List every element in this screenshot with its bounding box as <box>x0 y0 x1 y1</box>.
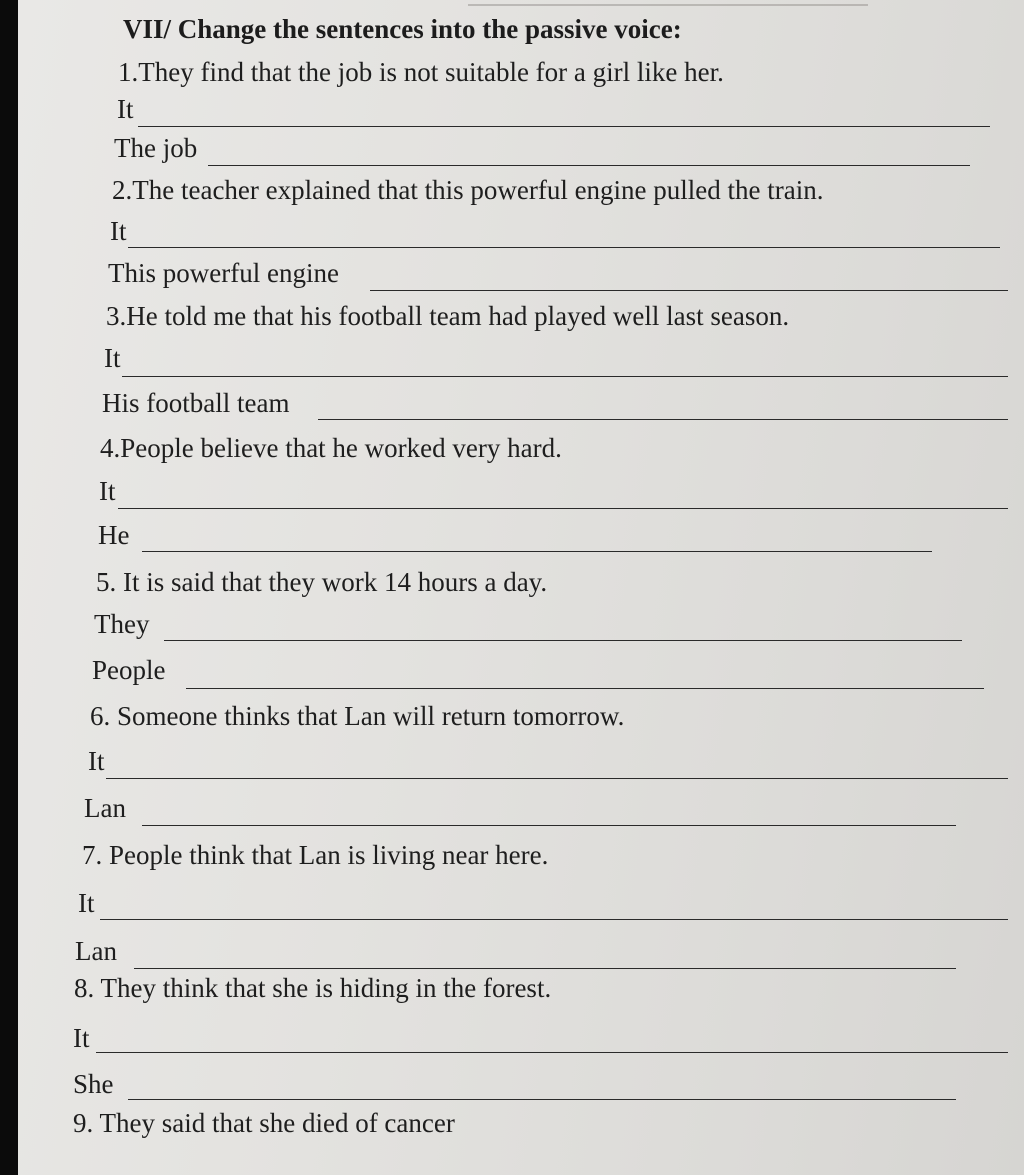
answer-line[interactable] <box>78 888 1018 924</box>
question-text: 4.People believe that he worked very hard. <box>100 433 562 463</box>
answer-line[interactable] <box>117 94 1018 130</box>
answer-line[interactable] <box>73 1023 1018 1059</box>
answer-prompt: It <box>110 216 127 246</box>
answer-prompt: People <box>92 655 166 685</box>
answer-prompt: It <box>88 746 105 776</box>
question-sentence <box>118 57 1018 93</box>
blank-underline[interactable] <box>186 688 984 689</box>
question-text: 6. Someone thinks that Lan will return tomorrow. <box>90 701 625 731</box>
answer-line[interactable] <box>75 936 1018 972</box>
blank-underline[interactable] <box>100 919 1008 920</box>
answer-line[interactable] <box>88 746 1018 782</box>
answer-line[interactable] <box>104 343 1018 379</box>
answer-prompt: He <box>98 520 130 550</box>
blank-underline[interactable] <box>142 825 956 826</box>
question-sentence <box>73 1108 1018 1144</box>
answer-prompt: She <box>73 1069 114 1099</box>
blank-underline[interactable] <box>122 376 1008 377</box>
answer-prompt: It <box>104 343 121 373</box>
answer-prompt: It <box>78 888 95 918</box>
exercise-heading: VII/ Change the sentences into the passive voice: <box>123 14 682 44</box>
blank-underline[interactable] <box>138 126 990 127</box>
answer-line[interactable] <box>98 520 1018 556</box>
blank-underline[interactable] <box>370 290 1008 291</box>
answer-line[interactable] <box>99 476 1018 512</box>
question-text: 3.He told me that his football team had played well last season. <box>106 301 790 331</box>
answer-prompt: Lan <box>84 793 126 823</box>
answer-line[interactable] <box>94 609 1018 645</box>
question-text: 5. It is said that they work 14 hours a day. <box>96 567 548 597</box>
answer-prompt: His football team <box>102 388 290 418</box>
blank-underline[interactable] <box>142 551 932 552</box>
top-edge-text-remnant <box>468 0 868 6</box>
blank-underline[interactable] <box>164 640 962 641</box>
answer-line[interactable] <box>73 1069 1018 1105</box>
blank-underline[interactable] <box>118 508 1008 509</box>
answer-prompt: The job <box>114 133 198 163</box>
blank-underline[interactable] <box>318 419 1008 420</box>
question-text: 9. They said that she died of cancer <box>73 1108 455 1138</box>
question-sentence <box>82 840 1018 876</box>
question-text: 8. They think that she is hiding in the forest. <box>74 973 552 1003</box>
blank-underline[interactable] <box>208 165 970 166</box>
question-sentence <box>96 567 1018 603</box>
answer-line[interactable] <box>110 216 1018 252</box>
answer-prompt: It <box>99 476 116 506</box>
question-sentence <box>106 301 1018 337</box>
blank-underline[interactable] <box>96 1052 1008 1053</box>
answer-prompt: It <box>117 94 134 124</box>
question-sentence <box>90 701 1018 737</box>
question-text: 7. People think that Lan is living near here. <box>82 840 549 870</box>
answer-prompt: They <box>94 609 150 639</box>
question-text: 1.They find that the job is not suitable for a girl like her. <box>118 57 724 87</box>
answer-prompt: It <box>73 1023 90 1053</box>
question-sentence <box>100 433 1018 469</box>
blank-underline[interactable] <box>106 778 1008 779</box>
answer-line[interactable] <box>108 258 1018 294</box>
answer-prompt: This powerful engine <box>108 258 339 288</box>
answer-line[interactable] <box>84 793 1018 829</box>
answer-line[interactable] <box>102 388 1018 424</box>
blank-underline[interactable] <box>134 968 956 969</box>
blank-underline[interactable] <box>128 1099 956 1100</box>
question-text: 2.The teacher explained that this powerful engine pulled the train. <box>112 175 824 205</box>
answer-line[interactable] <box>114 133 1018 169</box>
answer-prompt: Lan <box>75 936 117 966</box>
question-sentence <box>112 175 1018 211</box>
worksheet-page <box>18 0 1024 1175</box>
question-sentence <box>74 973 1018 1009</box>
blank-underline[interactable] <box>128 247 1000 248</box>
answer-line[interactable] <box>92 655 1018 691</box>
